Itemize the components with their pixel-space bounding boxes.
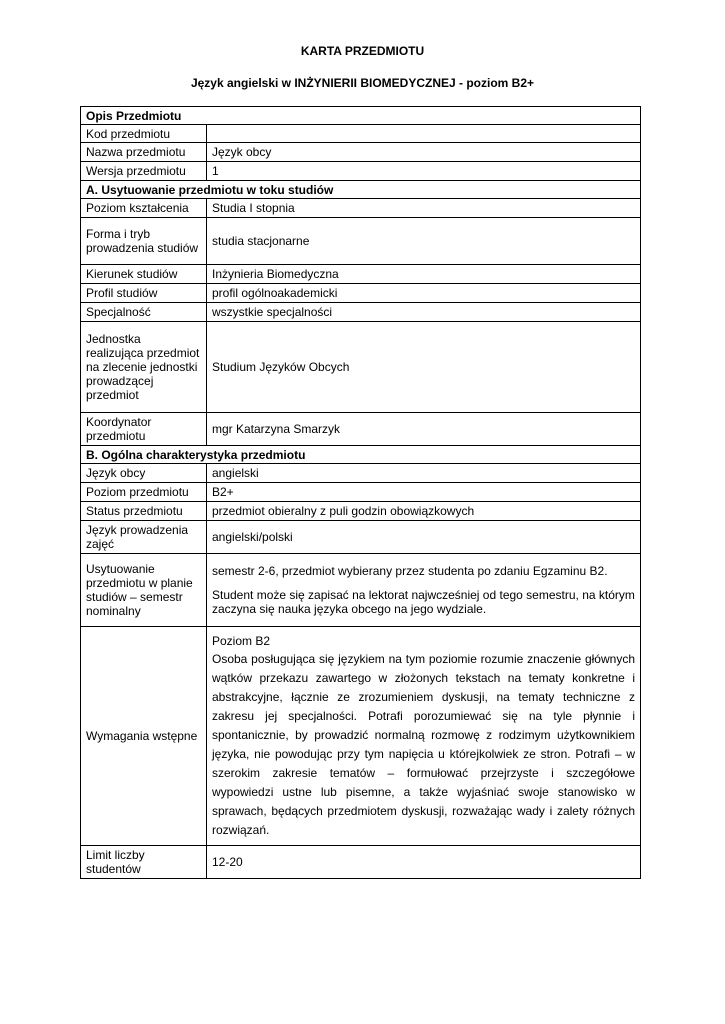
- row-label: Koordynator przedmiotu: [81, 413, 207, 446]
- row-value: 1: [207, 162, 641, 181]
- row-value: mgr Katarzyna Smarzyk: [207, 413, 641, 446]
- table-row: [81, 464, 641, 483]
- row-label: Język prowadzenia zajęć: [81, 521, 207, 554]
- requirements-text: Osoba posługująca się językiem na tym poziomie rozumie znaczenie głównych wątków przekazu zawartego w złożonych tekstach na tematy konkretne i abstrakcyjne, łącznie ze zrozumieniem dyskusji, na tematy techniczne z zakresu jej specjalności. Potrafi porozumiewać się na tyle płynnie i spontanicznie, by prowadzić normalną rozmowę z rodzimym użytkownikiem języka, nie powodując przy tym napięcia u którejkolwiek ze stron. Potrafi – w szerokim zakresie tematów – formułować przejrzyste i szczegółowe wypowiedzi ustne lub pisemne, a także wyjaśniać swoje stanowisko w sprawach, będących przedmiotem dyskusji, rozważając wady i zalety różnych rozwiązań.: [212, 652, 635, 837]
- row-value: Inżynieria Biomedyczna: [207, 265, 641, 284]
- row-value: B2+: [207, 483, 641, 502]
- table-row: [81, 627, 641, 846]
- table-row: [81, 162, 641, 181]
- section-b-title: B. Ogólna charakterystyka przedmiotu: [81, 446, 641, 464]
- row-value: Studium Języków Obcych: [207, 322, 641, 413]
- row-label: Poziom przedmiotu: [81, 483, 207, 502]
- row-label: Forma i tryb prowadzenia studiów: [81, 218, 207, 265]
- table-row: [81, 483, 641, 502]
- course-card-table: [80, 106, 641, 879]
- level-label: Poziom B2: [212, 634, 271, 648]
- row-value: [207, 554, 641, 627]
- row-value: profil ogólnoakademicki: [207, 284, 641, 303]
- row-value: 12-20: [207, 846, 641, 879]
- table-row: [81, 521, 641, 554]
- table-row: [81, 303, 641, 322]
- row-value: Studia I stopnia: [207, 199, 641, 218]
- row-value: [207, 125, 641, 143]
- table-row: [81, 265, 641, 284]
- row-label: Profil studiów: [81, 284, 207, 303]
- section-header-row: [81, 107, 641, 125]
- row-label: Limit liczby studentów: [81, 846, 207, 879]
- row-value: przedmiot obieralny z puli godzin obowiązkowych: [207, 502, 641, 521]
- row-label: Kod przedmiotu: [81, 125, 207, 143]
- table-row: [81, 199, 641, 218]
- table-row: [81, 502, 641, 521]
- section-header-row: [81, 446, 641, 464]
- table-row: [81, 143, 641, 162]
- page-subtitle: Język angielski w INŻYNIERII BIOMEDYCZNEJ - poziom B2+: [190, 76, 535, 90]
- section-a-title: A. Usytuowanie przedmiotu w toku studiów: [81, 181, 641, 199]
- page-title: KARTA PRZEDMIOTU: [300, 44, 425, 58]
- row-value: angielski/polski: [207, 521, 641, 554]
- semester-text: semestr 2-6, przedmiot wybierany przez studenta po zdaniu Egzaminu B2.: [212, 564, 608, 578]
- row-label: Wersja przedmiotu: [81, 162, 207, 181]
- table-row: [81, 125, 641, 143]
- section-opis-title: Opis Przedmiotu: [81, 107, 641, 125]
- row-label: Specjalność: [81, 303, 207, 322]
- row-value: wszystkie specjalności: [207, 303, 641, 322]
- table-row: [81, 846, 641, 879]
- row-value: [207, 627, 641, 846]
- enrollment-note: Student może się zapisać na lektorat najwcześniej od tego semestru, na którym zaczyna się nauka języka obcego na jego wydziale.: [212, 588, 635, 616]
- table-row: [81, 413, 641, 446]
- row-label: Nazwa przedmiotu: [81, 143, 207, 162]
- table-row: [81, 322, 641, 413]
- row-label: Wymagania wstępne: [81, 627, 207, 846]
- table-row: [81, 218, 641, 265]
- section-header-row: [81, 181, 641, 199]
- row-label: Usytuowanie przedmiotu w planie studiów – semestr nominalny: [81, 554, 207, 627]
- row-label: Język obcy: [81, 464, 207, 483]
- row-label: Kierunek studiów: [81, 265, 207, 284]
- table-row: [81, 554, 641, 627]
- row-label: Jednostka realizująca przedmiot na zlecenie jednostki prowadzącej przedmiot: [81, 322, 207, 413]
- row-label: Status przedmiotu: [81, 502, 207, 521]
- row-value: Język obcy: [207, 143, 641, 162]
- table-row: [81, 284, 641, 303]
- row-value: studia stacjonarne: [207, 218, 641, 265]
- row-label: Poziom kształcenia: [81, 199, 207, 218]
- row-value: angielski: [207, 464, 641, 483]
